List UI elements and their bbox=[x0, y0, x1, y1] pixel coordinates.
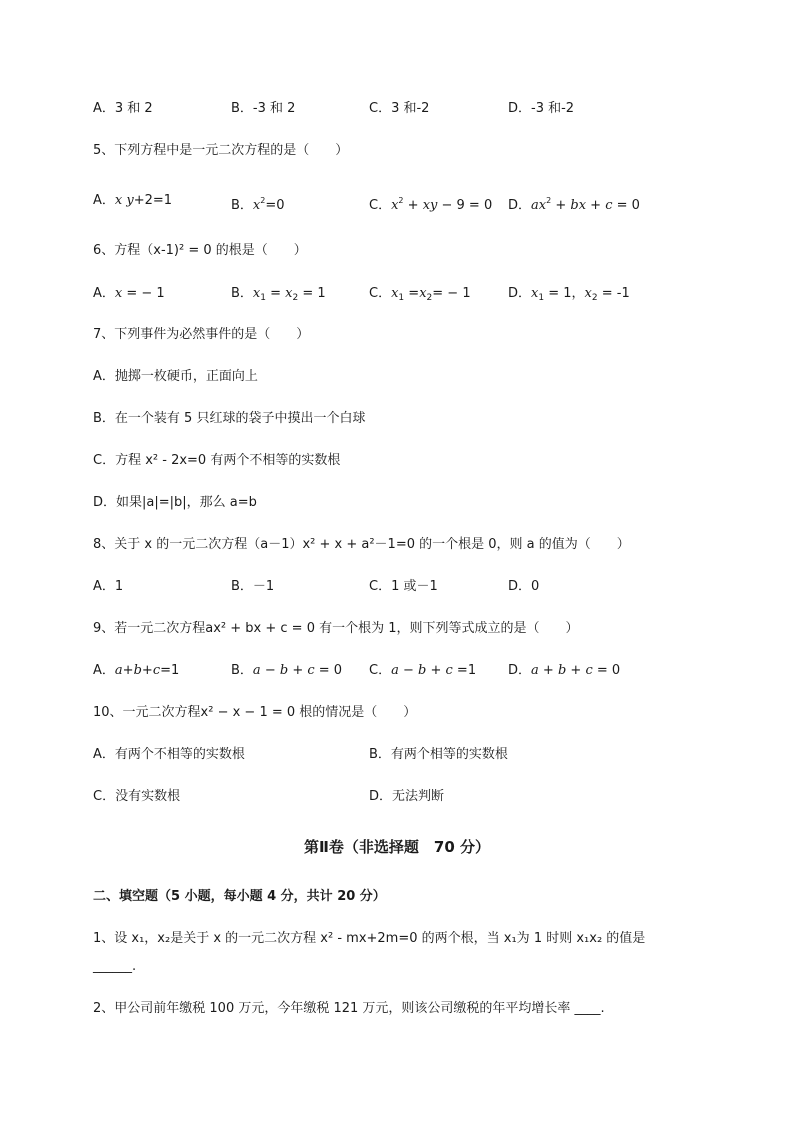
q6-option-a: A．x = − 1 bbox=[93, 286, 165, 301]
q6-stem: 6、方程（x-1)² = 0 的根是（ ） bbox=[93, 243, 307, 258]
q7-option-c: C．方程 x² - 2x=0 有两个不相等的实数根 bbox=[93, 453, 341, 468]
q4-option-c: C．3 和-2 bbox=[369, 101, 430, 116]
q5-option-c: C．$x^2$ + xy − 9 = 0 bbox=[369, 196, 493, 213]
q8-option-c: C．1 或－1 bbox=[369, 579, 438, 594]
q4-option-b: B．-3 和 2 bbox=[231, 101, 296, 116]
q10-stem: 10、一元二次方程x² − x − 1 = 0 根的情况是（ ） bbox=[93, 705, 417, 720]
q10-option-a: A．有两个不相等的实数根 bbox=[93, 747, 245, 762]
fill-question-1: 1、设 x₁，x₂是关于 x 的一元二次方程 x² - mx+2m=0 的两个根，当 x₁为 1 时则 x₁x₂ 的值是 bbox=[93, 931, 646, 946]
q9-option-d: D．a + b + c = 0 bbox=[508, 663, 621, 678]
q6-option-c: C．$x_1 =x_2= - 1$ bbox=[369, 286, 471, 303]
section-2-title: 第Ⅱ卷（非选择题 70 分） bbox=[304, 838, 490, 856]
q5-option-a: A．x y+2=1 bbox=[93, 193, 173, 208]
q7-option-b: B．在一个装有 5 只红球的袋子中摸出一个白球 bbox=[93, 411, 366, 426]
q9-option-b: B．a − b + c = 0 bbox=[231, 663, 343, 678]
q7-stem: 7、下列事件为必然事件的是（ ） bbox=[93, 327, 310, 342]
q7-option-d: D．如果|a|=|b|，那么 a=b bbox=[93, 495, 257, 510]
q8-option-b: B．－1 bbox=[231, 579, 275, 594]
q9-option-a: A．a+b+c=1 bbox=[93, 663, 180, 678]
q8-stem: 8、关于 x 的一元二次方程（a－1）x² + x + a²－1=0 的一个根是 0，则 a 的值为（ ） bbox=[93, 537, 630, 552]
fill-question-2: 2、甲公司前年缴税 100 万元，今年缴税 121 万元，则该公司缴税的年平均增长率 ____. bbox=[93, 1001, 605, 1016]
q10-option-b: B．有两个相等的实数根 bbox=[369, 747, 508, 762]
q9-option-c: C．a − b + c =1 bbox=[369, 663, 477, 678]
q5-option-b: B．$x^2=0$ bbox=[231, 196, 285, 213]
fill-in-heading: 二、填空题（5 小题，每小题 4 分，共计 20 分） bbox=[93, 889, 386, 904]
q5-option-d: D．$ax^2$ + bx + c = 0 bbox=[508, 196, 640, 213]
q4-option-d: D．-3 和-2 bbox=[508, 101, 575, 116]
q10-option-c: C．没有实数根 bbox=[93, 789, 181, 804]
fill-question-1-blank: ______. bbox=[93, 959, 137, 974]
q9-stem: 9、若一元二次方程ax² + bx + c = 0 有一个根为 1，则下列等式成立的是（ ） bbox=[93, 621, 579, 636]
q8-option-a: A．1 bbox=[93, 579, 124, 594]
q6-option-d: D．$x_1 = 1$，$x_2 = -1$ bbox=[508, 286, 630, 303]
q5-stem: 5、下列方程中是一元二次方程的是（ ） bbox=[93, 143, 349, 158]
q4-option-a: A．3 和 2 bbox=[93, 101, 153, 116]
q8-option-d: D．0 bbox=[508, 579, 540, 594]
q7-option-a: A．抛掷一枚硬币，正面向上 bbox=[93, 369, 258, 384]
q6-option-b: B．$x_1 = x_2 = 1$ bbox=[231, 286, 326, 303]
q10-option-d: D．无法判断 bbox=[369, 789, 445, 804]
